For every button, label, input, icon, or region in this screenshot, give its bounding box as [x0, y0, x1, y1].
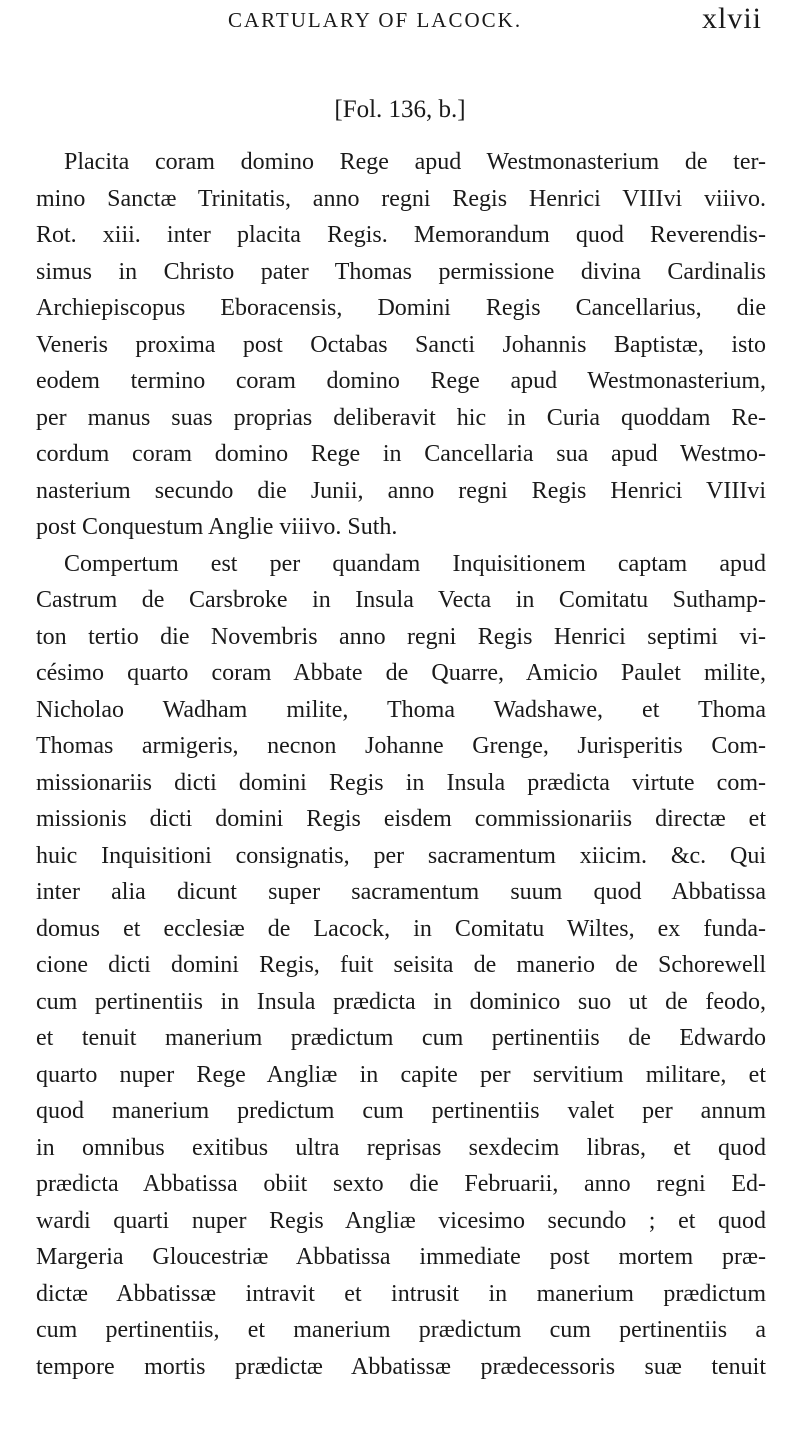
text-line: simus in Christo pater Thomas permissione divina Cardinalis — [36, 258, 766, 285]
text-line: eodem termino coram domino Rege apud Westmonasterium, — [36, 368, 766, 394]
text-line: post Conquestum Anglie viiivo. Suth. — [36, 514, 398, 540]
body-text — [36, 144, 766, 1385]
text-line: Nicholao Wadham milite, Thoma Wadshawe, et Thoma — [36, 696, 766, 723]
text-line: tempore mortis prædictæ Abbatissæ prædecessoris suæ tenuit — [36, 1353, 766, 1380]
text-line: Rot. xiii. inter placita Regis. Memorandum quod Reverendis- — [36, 222, 766, 248]
text-line: césimo quarto coram Abbate de Quarre, Amicio Paulet milite, — [36, 660, 766, 686]
text-line: quod manerium predictum cum pertinentiis valet per annum — [36, 1098, 766, 1124]
text-line: Compertum est per quandam Inquisitionem captam apud — [64, 550, 766, 577]
text-line: nasterium secundo die Junii, anno regni Regis Henrici VIIIvi — [36, 477, 766, 504]
folio-reference: [Fol. 136, b.] — [334, 96, 466, 123]
text-line: inter alia dicunt super sacramentum suum quod Abbatissa — [36, 879, 766, 905]
text-line: huic Inquisitioni consignatis, per sacramentum xiicim. &c. Qui — [36, 842, 766, 869]
text-line: Castrum de Carsbroke in Insula Vecta in Comitatu Suthamp- — [36, 587, 766, 613]
text-line: et tenuit manerium prædictum cum pertinentiis de Edwardo — [36, 1025, 766, 1051]
text-line: cordum coram domino Rege in Cancellaria sua apud Westmo- — [36, 441, 766, 467]
text-line: per manus suas proprias deliberavit hic in Curia quoddam Re- — [36, 404, 766, 431]
text-line: Thomas armigeris, necnon Johanne Grenge, Jurisperitis Com- — [36, 733, 766, 759]
text-line: quarto nuper Rege Angliæ in capite per servitium militare, et — [36, 1061, 766, 1088]
text-line: mino Sanctæ Trinitatis, anno regni Regis Henrici VIIIvi viiivo. — [36, 185, 766, 212]
text-line: Placita coram domino Rege apud Westmonasterium de ter- — [64, 149, 766, 175]
text-line: ton tertio die Novembris anno regni Regis Henrici septimi vi- — [36, 623, 766, 650]
text-line: cione dicti domini Regis, fuit seisita de manerio de Schorewell — [36, 952, 766, 978]
text-line: missionariis dicti domini Regis in Insula prædicta virtute com- — [36, 769, 766, 796]
page-number: xlvii — [701, 2, 762, 35]
text-line: wardi quarti nuper Regis Angliæ vicesimo secundo ; et quod — [36, 1207, 766, 1234]
text-line: missionis dicti domini Regis eisdem commissionariis directæ et — [36, 806, 766, 832]
text-line: in omnibus exitibus ultra reprisas sexdecim libras, et quod — [36, 1134, 766, 1161]
text-line: cum pertinentiis in Insula prædicta in dominico suo ut de feodo, — [36, 988, 766, 1015]
running-title: CARTULARY OF LACOCK. — [228, 8, 523, 32]
text-line: prædicta Abbatissa obiit sexto die Februarii, anno regni Ed- — [36, 1171, 766, 1197]
text-line: dictæ Abbatissæ intravit et intrusit in manerium prædictum — [36, 1280, 766, 1307]
text-line: cum pertinentiis, et manerium prædictum cum pertinentiis a — [36, 1317, 766, 1343]
page-header — [0, 2, 800, 42]
text-line: Archiepiscopus Eboracensis, Domini Regis Cancellarius, die — [36, 295, 766, 321]
text-line: domus et ecclesiæ de Lacock, in Comitatu Wiltes, ex funda- — [36, 915, 766, 942]
text-line: Veneris proxima post Octabas Sancti Johannis Baptistæ, isto — [36, 331, 766, 358]
text-line: Margeria Gloucestriæ Abbatissa immediate post mortem præ- — [36, 1244, 766, 1270]
